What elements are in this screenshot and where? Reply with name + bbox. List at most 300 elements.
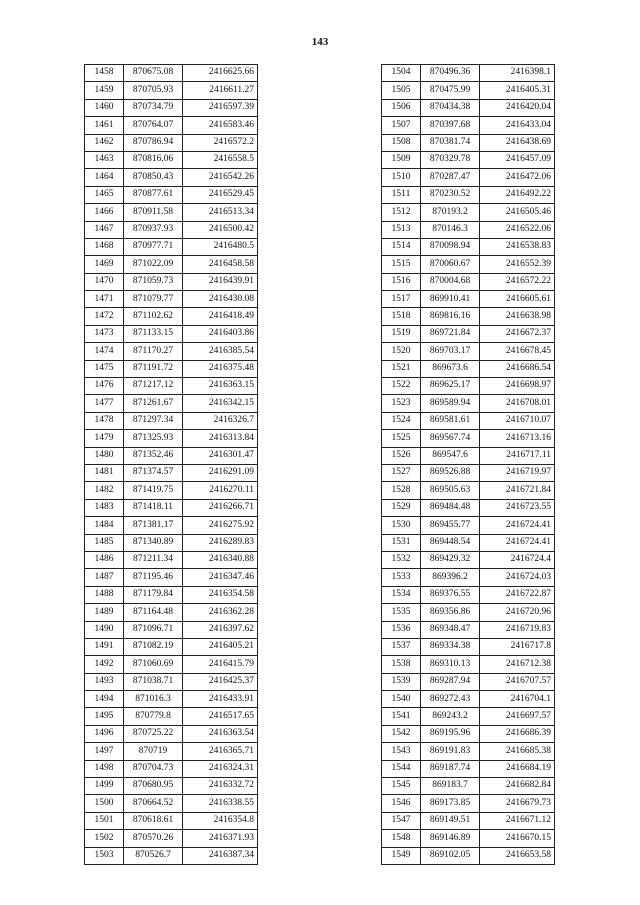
y-coordinate: 2416347.46 bbox=[183, 569, 258, 586]
table-row bbox=[85, 830, 258, 847]
table-row bbox=[85, 134, 258, 151]
x-coordinate: 871374.57 bbox=[124, 464, 183, 481]
y-coordinate: 2416387.34 bbox=[183, 847, 258, 864]
x-coordinate: 869146.89 bbox=[421, 830, 480, 847]
table-row bbox=[382, 65, 555, 82]
y-coordinate: 2416500.42 bbox=[183, 221, 258, 238]
y-coordinate: 2416712.38 bbox=[480, 656, 555, 673]
x-coordinate: 871102.62 bbox=[124, 308, 183, 325]
point-number: 1458 bbox=[85, 65, 124, 82]
point-number: 1541 bbox=[382, 708, 421, 725]
y-coordinate: 2416363.54 bbox=[183, 725, 258, 742]
table-row bbox=[85, 273, 258, 290]
y-coordinate: 2416492.22 bbox=[480, 186, 555, 203]
table-row bbox=[85, 760, 258, 777]
point-number: 1543 bbox=[382, 743, 421, 760]
y-coordinate: 2416572.2 bbox=[183, 134, 258, 151]
x-coordinate: 869547.6 bbox=[421, 447, 480, 464]
table-row bbox=[85, 395, 258, 412]
point-number: 1470 bbox=[85, 273, 124, 290]
y-coordinate: 2416439.91 bbox=[183, 273, 258, 290]
x-coordinate: 871096.71 bbox=[124, 621, 183, 638]
y-coordinate: 2416371.93 bbox=[183, 830, 258, 847]
y-coordinate: 2416385.54 bbox=[183, 343, 258, 360]
table-row bbox=[85, 604, 258, 621]
point-number: 1482 bbox=[85, 482, 124, 499]
table-row bbox=[85, 621, 258, 638]
table-row bbox=[382, 82, 555, 99]
point-number: 1545 bbox=[382, 778, 421, 795]
table-row bbox=[85, 204, 258, 221]
point-number: 1517 bbox=[382, 291, 421, 308]
point-number: 1528 bbox=[382, 482, 421, 499]
x-coordinate: 871325.93 bbox=[124, 430, 183, 447]
x-coordinate: 871164.48 bbox=[124, 604, 183, 621]
table-row bbox=[85, 586, 258, 603]
table-row bbox=[382, 378, 555, 395]
table-row bbox=[382, 847, 555, 864]
point-number: 1502 bbox=[85, 830, 124, 847]
y-coordinate: 2416682.84 bbox=[480, 778, 555, 795]
y-coordinate: 2416365.71 bbox=[183, 743, 258, 760]
table-row bbox=[85, 186, 258, 203]
y-coordinate: 2416625.66 bbox=[183, 65, 258, 82]
point-number: 1477 bbox=[85, 395, 124, 412]
point-number: 1507 bbox=[382, 117, 421, 134]
y-coordinate: 2416270.11 bbox=[183, 482, 258, 499]
y-coordinate: 2416362.28 bbox=[183, 604, 258, 621]
point-number: 1511 bbox=[382, 186, 421, 203]
y-coordinate: 2416313.84 bbox=[183, 430, 258, 447]
y-coordinate: 2416724.4 bbox=[480, 551, 555, 568]
table-row bbox=[85, 534, 258, 551]
x-coordinate: 871217.12 bbox=[124, 378, 183, 395]
y-coordinate: 2416704.1 bbox=[480, 691, 555, 708]
table-row bbox=[382, 204, 555, 221]
x-coordinate: 871191.72 bbox=[124, 360, 183, 377]
point-number: 1481 bbox=[85, 464, 124, 481]
point-number: 1509 bbox=[382, 151, 421, 168]
table-row bbox=[382, 273, 555, 290]
table-row bbox=[85, 569, 258, 586]
point-number: 1469 bbox=[85, 256, 124, 273]
x-coordinate: 870937.93 bbox=[124, 221, 183, 238]
x-coordinate: 870329.78 bbox=[421, 151, 480, 168]
x-coordinate: 871195.46 bbox=[124, 569, 183, 586]
point-number: 1490 bbox=[85, 621, 124, 638]
point-number: 1534 bbox=[382, 586, 421, 603]
table-row bbox=[85, 256, 258, 273]
point-number: 1526 bbox=[382, 447, 421, 464]
x-coordinate: 869102.05 bbox=[421, 847, 480, 864]
x-coordinate: 869429.32 bbox=[421, 551, 480, 568]
table-row bbox=[85, 795, 258, 812]
point-number: 1525 bbox=[382, 430, 421, 447]
x-coordinate: 871352.46 bbox=[124, 447, 183, 464]
table-row bbox=[382, 482, 555, 499]
x-coordinate: 871419.75 bbox=[124, 482, 183, 499]
y-coordinate: 2416397.62 bbox=[183, 621, 258, 638]
y-coordinate: 2416653.58 bbox=[480, 847, 555, 864]
x-coordinate: 870911.58 bbox=[124, 204, 183, 221]
point-number: 1494 bbox=[85, 691, 124, 708]
y-coordinate: 2416724.41 bbox=[480, 534, 555, 551]
point-number: 1506 bbox=[382, 99, 421, 116]
x-coordinate: 869173.85 bbox=[421, 795, 480, 812]
table-row bbox=[382, 830, 555, 847]
x-coordinate: 869910.41 bbox=[421, 291, 480, 308]
page-number: 143 bbox=[311, 36, 329, 48]
y-coordinate: 2416572.22 bbox=[480, 273, 555, 290]
point-number: 1500 bbox=[85, 795, 124, 812]
point-number: 1495 bbox=[85, 708, 124, 725]
y-coordinate: 2416342.15 bbox=[183, 395, 258, 412]
point-number: 1533 bbox=[382, 569, 421, 586]
x-coordinate: 869149.51 bbox=[421, 812, 480, 829]
y-coordinate: 2416671.12 bbox=[480, 812, 555, 829]
y-coordinate: 2416698.97 bbox=[480, 378, 555, 395]
y-coordinate: 2416513.34 bbox=[183, 204, 258, 221]
x-coordinate: 869183.7 bbox=[421, 778, 480, 795]
y-coordinate: 2416713.16 bbox=[480, 430, 555, 447]
x-coordinate: 869673.6 bbox=[421, 360, 480, 377]
x-coordinate: 869448.54 bbox=[421, 534, 480, 551]
coordinates-table-left bbox=[84, 64, 258, 865]
table-row bbox=[85, 691, 258, 708]
x-coordinate: 869195.96 bbox=[421, 725, 480, 742]
table-row bbox=[85, 82, 258, 99]
table-row bbox=[382, 291, 555, 308]
table-row bbox=[382, 551, 555, 568]
x-coordinate: 869703.17 bbox=[421, 343, 480, 360]
table-row bbox=[85, 499, 258, 516]
y-coordinate: 2416354.58 bbox=[183, 586, 258, 603]
table-row bbox=[382, 673, 555, 690]
y-coordinate: 2416522.06 bbox=[480, 221, 555, 238]
y-coordinate: 2416583.46 bbox=[183, 117, 258, 134]
y-coordinate: 2416538.83 bbox=[480, 238, 555, 255]
x-coordinate: 869191.83 bbox=[421, 743, 480, 760]
y-coordinate: 2416433.91 bbox=[183, 691, 258, 708]
y-coordinate: 2416722.87 bbox=[480, 586, 555, 603]
y-coordinate: 2416472.06 bbox=[480, 169, 555, 186]
table-row bbox=[85, 238, 258, 255]
point-number: 1488 bbox=[85, 586, 124, 603]
x-coordinate: 871297.34 bbox=[124, 412, 183, 429]
table-row bbox=[85, 151, 258, 168]
table-row bbox=[85, 169, 258, 186]
x-coordinate: 870060.67 bbox=[421, 256, 480, 273]
y-coordinate: 2416707.57 bbox=[480, 673, 555, 690]
point-number: 1496 bbox=[85, 725, 124, 742]
table-row bbox=[382, 534, 555, 551]
table-row bbox=[85, 378, 258, 395]
y-coordinate: 2416597.39 bbox=[183, 99, 258, 116]
table-row bbox=[85, 291, 258, 308]
table-row bbox=[382, 725, 555, 742]
table-row bbox=[382, 343, 555, 360]
point-number: 1474 bbox=[85, 343, 124, 360]
y-coordinate: 2416605.61 bbox=[480, 291, 555, 308]
table-row bbox=[382, 256, 555, 273]
x-coordinate: 871016.3 bbox=[124, 691, 183, 708]
x-coordinate: 870719 bbox=[124, 743, 183, 760]
y-coordinate: 2416672.37 bbox=[480, 325, 555, 342]
y-coordinate: 2416720.96 bbox=[480, 604, 555, 621]
x-coordinate: 870004.68 bbox=[421, 273, 480, 290]
table-row bbox=[382, 169, 555, 186]
x-coordinate: 869376.55 bbox=[421, 586, 480, 603]
table-row bbox=[382, 430, 555, 447]
x-coordinate: 869334.38 bbox=[421, 638, 480, 655]
y-coordinate: 2416275.92 bbox=[183, 517, 258, 534]
y-coordinate: 2416517.65 bbox=[183, 708, 258, 725]
point-number: 1540 bbox=[382, 691, 421, 708]
x-coordinate: 869816.16 bbox=[421, 308, 480, 325]
point-number: 1537 bbox=[382, 638, 421, 655]
table-row bbox=[382, 760, 555, 777]
point-number: 1472 bbox=[85, 308, 124, 325]
x-coordinate: 870675.08 bbox=[124, 65, 183, 82]
y-coordinate: 2416415.79 bbox=[183, 656, 258, 673]
y-coordinate: 2416685.38 bbox=[480, 743, 555, 760]
y-coordinate: 2416505.46 bbox=[480, 204, 555, 221]
y-coordinate: 2416403.86 bbox=[183, 325, 258, 342]
table-row bbox=[85, 65, 258, 82]
point-number: 1530 bbox=[382, 517, 421, 534]
point-number: 1483 bbox=[85, 499, 124, 516]
point-number: 1515 bbox=[382, 256, 421, 273]
x-coordinate: 870977.71 bbox=[124, 238, 183, 255]
x-coordinate: 870475.99 bbox=[421, 82, 480, 99]
point-number: 1523 bbox=[382, 395, 421, 412]
y-coordinate: 2416340.88 bbox=[183, 551, 258, 568]
y-coordinate: 2416684.19 bbox=[480, 760, 555, 777]
x-coordinate: 870526.7 bbox=[124, 847, 183, 864]
point-number: 1520 bbox=[382, 343, 421, 360]
y-coordinate: 2416529.45 bbox=[183, 186, 258, 203]
x-coordinate: 870098.94 bbox=[421, 238, 480, 255]
table-row bbox=[85, 708, 258, 725]
coordinates-table-right bbox=[381, 64, 555, 865]
table-row bbox=[85, 99, 258, 116]
x-coordinate: 871381.17 bbox=[124, 517, 183, 534]
table-row bbox=[85, 812, 258, 829]
table-row bbox=[85, 778, 258, 795]
table-row bbox=[382, 464, 555, 481]
table-row bbox=[382, 360, 555, 377]
x-coordinate: 871261.67 bbox=[124, 395, 183, 412]
point-number: 1487 bbox=[85, 569, 124, 586]
y-coordinate: 2416724.41 bbox=[480, 517, 555, 534]
x-coordinate: 870786.94 bbox=[124, 134, 183, 151]
table-row bbox=[382, 238, 555, 255]
y-coordinate: 2416679.73 bbox=[480, 795, 555, 812]
table-row bbox=[85, 673, 258, 690]
x-coordinate: 871059.73 bbox=[124, 273, 183, 290]
y-coordinate: 2416438.69 bbox=[480, 134, 555, 151]
point-number: 1465 bbox=[85, 186, 124, 203]
table-row bbox=[382, 134, 555, 151]
point-number: 1485 bbox=[85, 534, 124, 551]
y-coordinate: 2416719.83 bbox=[480, 621, 555, 638]
table-row bbox=[382, 621, 555, 638]
table-row bbox=[85, 343, 258, 360]
table-row bbox=[382, 151, 555, 168]
point-number: 1503 bbox=[85, 847, 124, 864]
y-coordinate: 2416291.09 bbox=[183, 464, 258, 481]
y-coordinate: 2416638.98 bbox=[480, 308, 555, 325]
point-number: 1467 bbox=[85, 221, 124, 238]
y-coordinate: 2416458.58 bbox=[183, 256, 258, 273]
y-coordinate: 2416721.84 bbox=[480, 482, 555, 499]
x-coordinate: 869526.88 bbox=[421, 464, 480, 481]
x-coordinate: 870877.61 bbox=[124, 186, 183, 203]
point-number: 1513 bbox=[382, 221, 421, 238]
x-coordinate: 869721.84 bbox=[421, 325, 480, 342]
y-coordinate: 2416433.04 bbox=[480, 117, 555, 134]
point-number: 1489 bbox=[85, 604, 124, 621]
x-coordinate: 870704.73 bbox=[124, 760, 183, 777]
x-coordinate: 870146.3 bbox=[421, 221, 480, 238]
x-coordinate: 871211.34 bbox=[124, 551, 183, 568]
x-coordinate: 870664.52 bbox=[124, 795, 183, 812]
point-number: 1501 bbox=[85, 812, 124, 829]
x-coordinate: 869455.77 bbox=[421, 517, 480, 534]
table-row bbox=[382, 325, 555, 342]
x-coordinate: 869356.86 bbox=[421, 604, 480, 621]
x-coordinate: 871418.11 bbox=[124, 499, 183, 516]
x-coordinate: 870381.74 bbox=[421, 134, 480, 151]
point-number: 1505 bbox=[382, 82, 421, 99]
x-coordinate: 869581.61 bbox=[421, 412, 480, 429]
x-coordinate: 870816.06 bbox=[124, 151, 183, 168]
point-number: 1544 bbox=[382, 760, 421, 777]
point-number: 1459 bbox=[85, 82, 124, 99]
point-number: 1518 bbox=[382, 308, 421, 325]
x-coordinate: 869272.43 bbox=[421, 691, 480, 708]
x-coordinate: 870734.79 bbox=[124, 99, 183, 116]
table-row bbox=[382, 743, 555, 760]
point-number: 1514 bbox=[382, 238, 421, 255]
y-coordinate: 2416480.5 bbox=[183, 238, 258, 255]
x-coordinate: 870618.61 bbox=[124, 812, 183, 829]
x-coordinate: 869287.94 bbox=[421, 673, 480, 690]
point-number: 1538 bbox=[382, 656, 421, 673]
y-coordinate: 2416289.83 bbox=[183, 534, 258, 551]
x-coordinate: 871022.09 bbox=[124, 256, 183, 273]
point-number: 1532 bbox=[382, 551, 421, 568]
point-number: 1480 bbox=[85, 447, 124, 464]
x-coordinate: 870764.07 bbox=[124, 117, 183, 134]
point-number: 1539 bbox=[382, 673, 421, 690]
table-row bbox=[382, 221, 555, 238]
point-number: 1535 bbox=[382, 604, 421, 621]
x-coordinate: 869187.74 bbox=[421, 760, 480, 777]
x-coordinate: 869396.2 bbox=[421, 569, 480, 586]
x-coordinate: 870397.68 bbox=[421, 117, 480, 134]
point-number: 1547 bbox=[382, 812, 421, 829]
table-row bbox=[382, 708, 555, 725]
point-number: 1475 bbox=[85, 360, 124, 377]
point-number: 1527 bbox=[382, 464, 421, 481]
y-coordinate: 2416418.49 bbox=[183, 308, 258, 325]
point-number: 1510 bbox=[382, 169, 421, 186]
table-row bbox=[85, 117, 258, 134]
table-row bbox=[382, 569, 555, 586]
table-row bbox=[85, 447, 258, 464]
y-coordinate: 2416420.04 bbox=[480, 99, 555, 116]
table-row bbox=[382, 691, 555, 708]
table-row bbox=[85, 638, 258, 655]
x-coordinate: 870496.36 bbox=[421, 65, 480, 82]
point-number: 1484 bbox=[85, 517, 124, 534]
point-number: 1460 bbox=[85, 99, 124, 116]
x-coordinate: 870680.95 bbox=[124, 778, 183, 795]
y-coordinate: 2416405.21 bbox=[183, 638, 258, 655]
table-row bbox=[382, 638, 555, 655]
y-coordinate: 2416678.45 bbox=[480, 343, 555, 360]
y-coordinate: 2416375.48 bbox=[183, 360, 258, 377]
table-row bbox=[382, 117, 555, 134]
table-row bbox=[382, 656, 555, 673]
y-coordinate: 2416552.39 bbox=[480, 256, 555, 273]
table-row bbox=[382, 778, 555, 795]
x-coordinate: 871038.71 bbox=[124, 673, 183, 690]
x-coordinate: 871060.69 bbox=[124, 656, 183, 673]
y-coordinate: 2416363.15 bbox=[183, 378, 258, 395]
point-number: 1504 bbox=[382, 65, 421, 82]
x-coordinate: 870230.52 bbox=[421, 186, 480, 203]
x-coordinate: 869310.13 bbox=[421, 656, 480, 673]
point-number: 1492 bbox=[85, 656, 124, 673]
y-coordinate: 2416708.01 bbox=[480, 395, 555, 412]
point-number: 1512 bbox=[382, 204, 421, 221]
point-number: 1497 bbox=[85, 743, 124, 760]
point-number: 1516 bbox=[382, 273, 421, 290]
point-number: 1536 bbox=[382, 621, 421, 638]
x-coordinate: 870850.43 bbox=[124, 169, 183, 186]
x-coordinate: 869589.94 bbox=[421, 395, 480, 412]
point-number: 1521 bbox=[382, 360, 421, 377]
point-number: 1548 bbox=[382, 830, 421, 847]
x-coordinate: 871133.15 bbox=[124, 325, 183, 342]
y-coordinate: 2416301.47 bbox=[183, 447, 258, 464]
y-coordinate: 2416724.03 bbox=[480, 569, 555, 586]
point-number: 1464 bbox=[85, 169, 124, 186]
point-number: 1508 bbox=[382, 134, 421, 151]
table-row bbox=[382, 412, 555, 429]
point-number: 1499 bbox=[85, 778, 124, 795]
x-coordinate: 871079.77 bbox=[124, 291, 183, 308]
x-coordinate: 870705.93 bbox=[124, 82, 183, 99]
y-coordinate: 2416398.1 bbox=[480, 65, 555, 82]
x-coordinate: 870287.47 bbox=[421, 169, 480, 186]
x-coordinate: 869567.74 bbox=[421, 430, 480, 447]
table-row bbox=[85, 517, 258, 534]
table-row bbox=[382, 186, 555, 203]
table-row bbox=[382, 517, 555, 534]
x-coordinate: 871170.27 bbox=[124, 343, 183, 360]
point-number: 1549 bbox=[382, 847, 421, 864]
point-number: 1493 bbox=[85, 673, 124, 690]
table-row bbox=[85, 847, 258, 864]
table-row bbox=[382, 395, 555, 412]
y-coordinate: 2416670.15 bbox=[480, 830, 555, 847]
y-coordinate: 2416354.8 bbox=[183, 812, 258, 829]
x-coordinate: 871340.89 bbox=[124, 534, 183, 551]
x-coordinate: 869484.48 bbox=[421, 499, 480, 516]
